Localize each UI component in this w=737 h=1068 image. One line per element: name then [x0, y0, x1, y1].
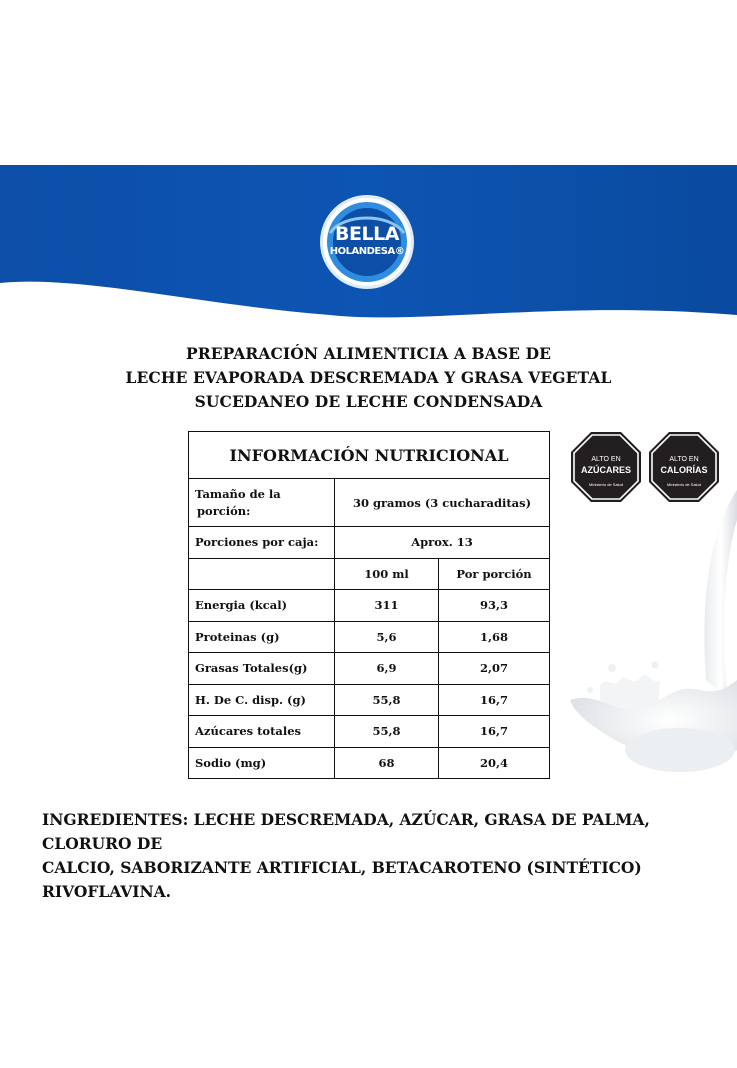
table-row: [189, 684, 550, 716]
serving-size-label-line2: porción:: [197, 503, 251, 518]
table-row: [189, 590, 550, 622]
product-title-line3: SUCEDANEO DE LECHE CONDENSADA: [194, 392, 543, 411]
table-row: [189, 716, 550, 748]
brand-name-line1: BELLA: [335, 223, 399, 245]
portions-value: Aprox. 13: [335, 527, 550, 559]
nutrient-label: Grasas Totales(g): [189, 653, 335, 685]
nutrition-heading-row: [189, 432, 550, 479]
value-per-100ml: 5,6: [335, 621, 439, 653]
serving-size-row: [189, 479, 550, 527]
seal-calories-line1: ALTO EN: [669, 456, 699, 463]
ingredients-text: [42, 808, 702, 904]
value-per-100ml: 55,8: [335, 684, 439, 716]
value-per-portion: 1,68: [439, 621, 550, 653]
nutrient-label: Energia (kcal): [189, 590, 335, 622]
value-per-100ml: 68: [335, 747, 439, 779]
nutrient-label: H. De C. disp. (g): [189, 684, 335, 716]
value-per-100ml: 6,9: [335, 653, 439, 685]
ingredients-line2: CALCIO, SABORIZANTE ARTIFICIAL, BETACAROTENO (SINTÉTICO) RIVOFLAVINA.: [42, 858, 642, 901]
table-row: [189, 747, 550, 779]
serving-size-label-line1: Tamaño de la: [195, 486, 281, 501]
ingredients-line1: INGREDIENTES: LECHE DESCREMADA, AZÚCAR, GRASA DE PALMA, CLORURO DE: [42, 810, 650, 853]
nutrient-label: Sodio (mg): [189, 747, 335, 779]
nutrient-label: Proteinas (g): [189, 621, 335, 653]
seal-sugar-line1: ALTO EN: [591, 456, 621, 463]
table-row: [189, 653, 550, 685]
brand-name-line2: HOLANDESA®: [329, 246, 405, 257]
milk-splash-illustration: [560, 490, 737, 800]
value-per-portion: 93,3: [439, 590, 550, 622]
serving-size-label: [189, 479, 335, 527]
column-header-row: [189, 558, 550, 590]
value-per-100ml: 311: [335, 590, 439, 622]
nutrition-table: [188, 431, 550, 779]
value-per-100ml: 55,8: [335, 716, 439, 748]
seal-calories-footer: Ministerio de Salud: [666, 482, 702, 487]
col-header-100ml: 100 ml: [335, 558, 439, 590]
seal-sugar-footer: Ministerio de Salud: [588, 482, 624, 487]
value-per-portion: 20,4: [439, 747, 550, 779]
value-per-portion: 16,7: [439, 716, 550, 748]
portions-row: [189, 527, 550, 559]
product-title-line1: PREPARACIÓN ALIMENTICIA A BASE DE: [185, 344, 552, 363]
empty-header-cell: [189, 558, 335, 590]
table-row: [189, 621, 550, 653]
seal-calories-line2: CALORÍAS: [660, 465, 708, 475]
product-title-line2: LECHE EVAPORADA DESCREMADA Y GRASA VEGETAL: [125, 368, 612, 387]
seal-sugar-line2: AZÚCARES: [580, 465, 631, 475]
nutrition-heading: INFORMACIÓN NUTRICIONAL: [189, 432, 550, 479]
portions-label: Porciones por caja:: [189, 527, 335, 559]
value-per-portion: 16,7: [439, 684, 550, 716]
col-header-portion: Por porción: [439, 558, 550, 590]
nutrient-label: Azúcares totales: [189, 716, 335, 748]
value-per-portion: 2,07: [439, 653, 550, 685]
serving-size-value: 30 gramos (3 cucharaditas): [335, 479, 550, 527]
